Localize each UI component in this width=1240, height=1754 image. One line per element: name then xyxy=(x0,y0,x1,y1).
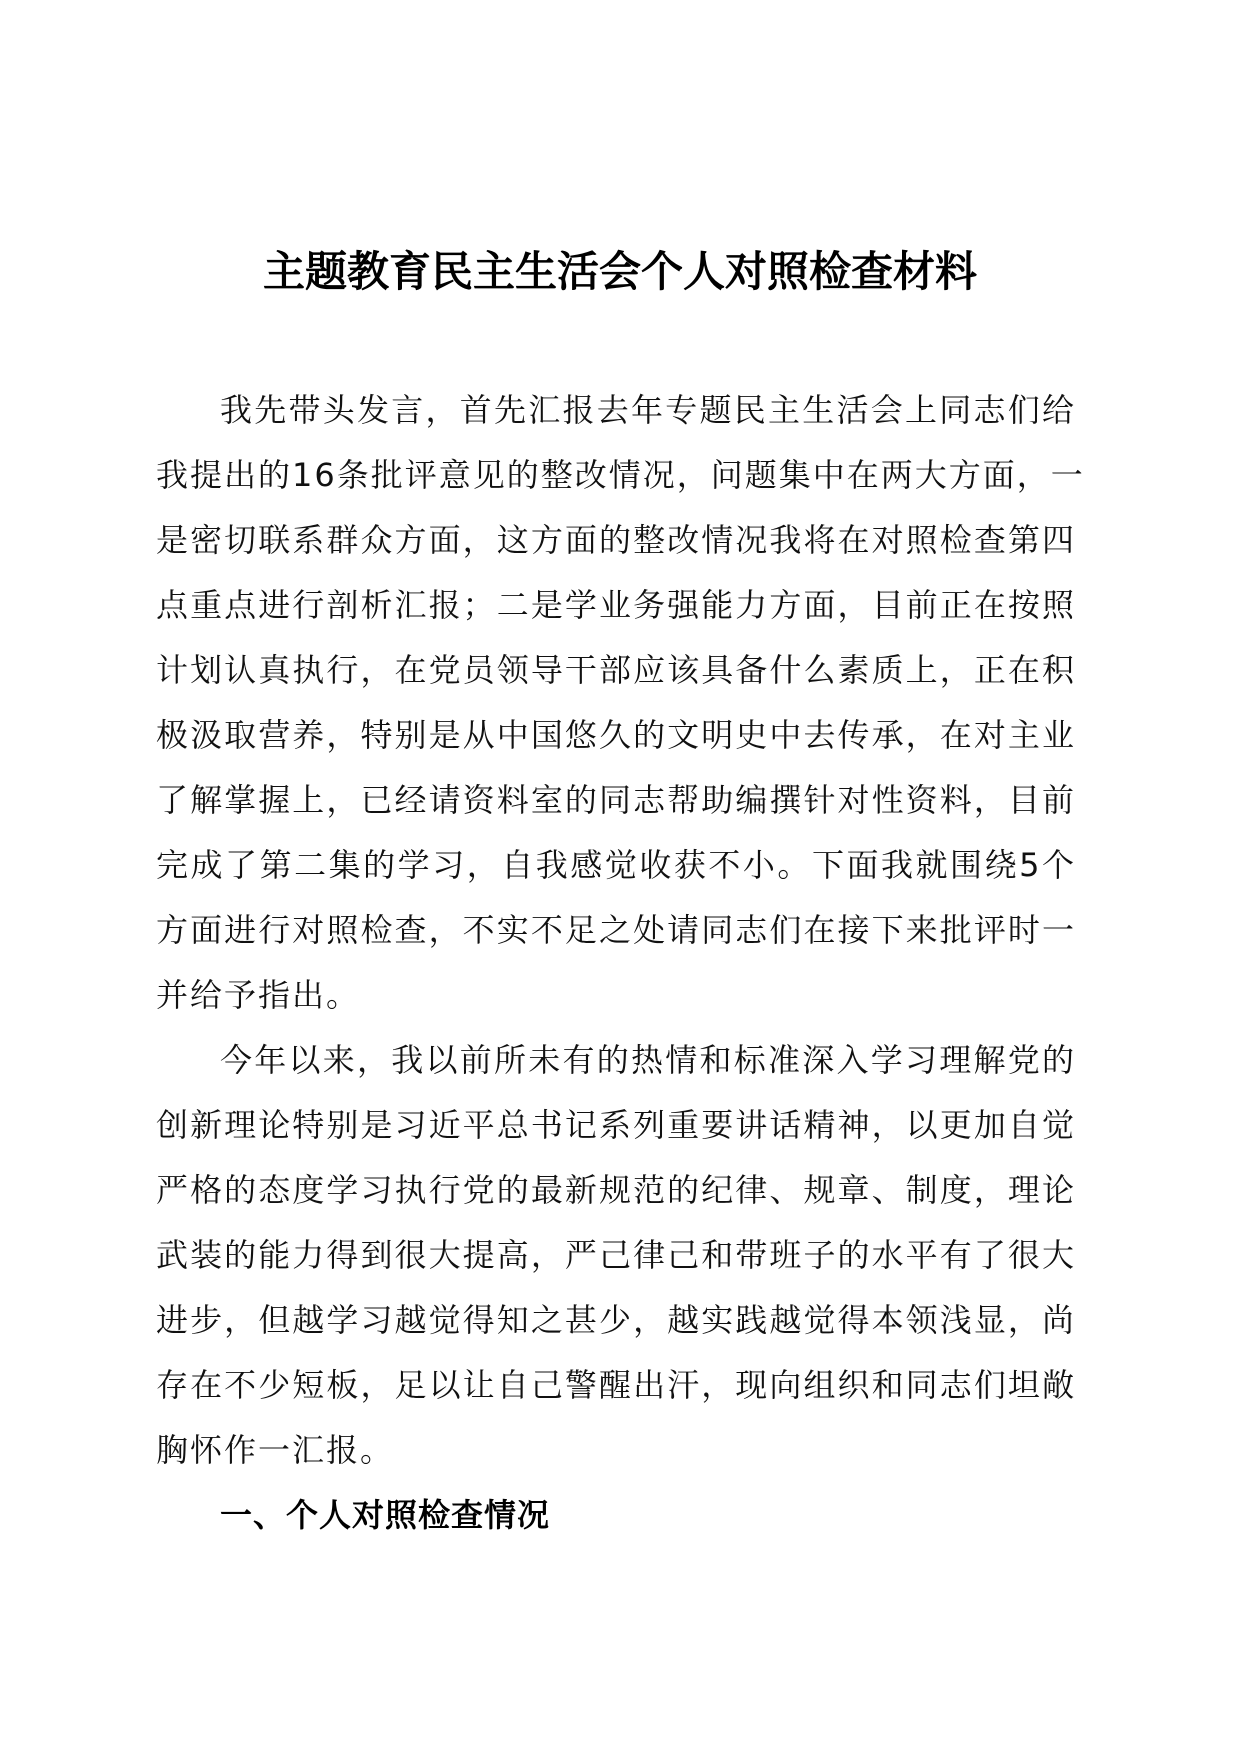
text-line: 极汲取营养，特别是从中国悠久的文明史中去传承，在对主业 xyxy=(156,716,1076,754)
text-line: 计划认真执行，在党员领导干部应该具备什么素质上，正在积 xyxy=(156,651,1076,689)
document-title: 主题教育民主生活会个人对照检查材料 xyxy=(262,247,977,296)
text-line: 我先带头发言，首先汇报去年专题民主生活会上同志们给 xyxy=(220,391,1076,429)
text-line: 点重点进行剖析汇报；二是学业务强能力方面，目前正在按照 xyxy=(156,586,1076,624)
paragraph-1 xyxy=(156,378,1085,1028)
text-line: 我提出的16条批评意见的整改情况，问题集中在两大方面，一 xyxy=(156,456,1085,494)
text-line: 今年以来，我以前所未有的热情和标准深入学习理解党的 xyxy=(220,1041,1076,1079)
section-heading: 一、个人对照检查情况 xyxy=(220,1496,551,1534)
text-line: 进步，但越学习越觉得知之甚少，越实践越觉得本领浅显，尚 xyxy=(156,1301,1076,1339)
text-line: 武装的能力得到很大提高，严己律己和带班子的水平有了很大 xyxy=(156,1236,1076,1274)
text-line: 创新理论特别是习近平总书记系列重要讲话精神，以更加自觉 xyxy=(156,1106,1076,1144)
text-line: 并给予指出。 xyxy=(156,976,361,1014)
text-line: 完成了第二集的学习，自我感觉收获不小。下面我就围绕5个 xyxy=(156,846,1076,884)
text-line: 方面进行对照检查，不实不足之处请同志们在接下来批评时一 xyxy=(156,911,1076,949)
text-line: 是密切联系群众方面，这方面的整改情况我将在对照检查第四 xyxy=(156,521,1076,559)
paragraph-2 xyxy=(156,1028,1076,1483)
document-body xyxy=(156,378,1085,1548)
text-line: 胸怀作一汇报。 xyxy=(156,1431,395,1469)
text-line: 存在不少短板，足以让自己警醒出汗，现向组织和同志们坦敞 xyxy=(156,1366,1076,1404)
text-line: 了解掌握上，已经请资料室的同志帮助编撰针对性资料，目前 xyxy=(156,781,1076,819)
text-line: 严格的态度学习执行党的最新规范的纪律、规章、制度，理论 xyxy=(156,1171,1076,1209)
